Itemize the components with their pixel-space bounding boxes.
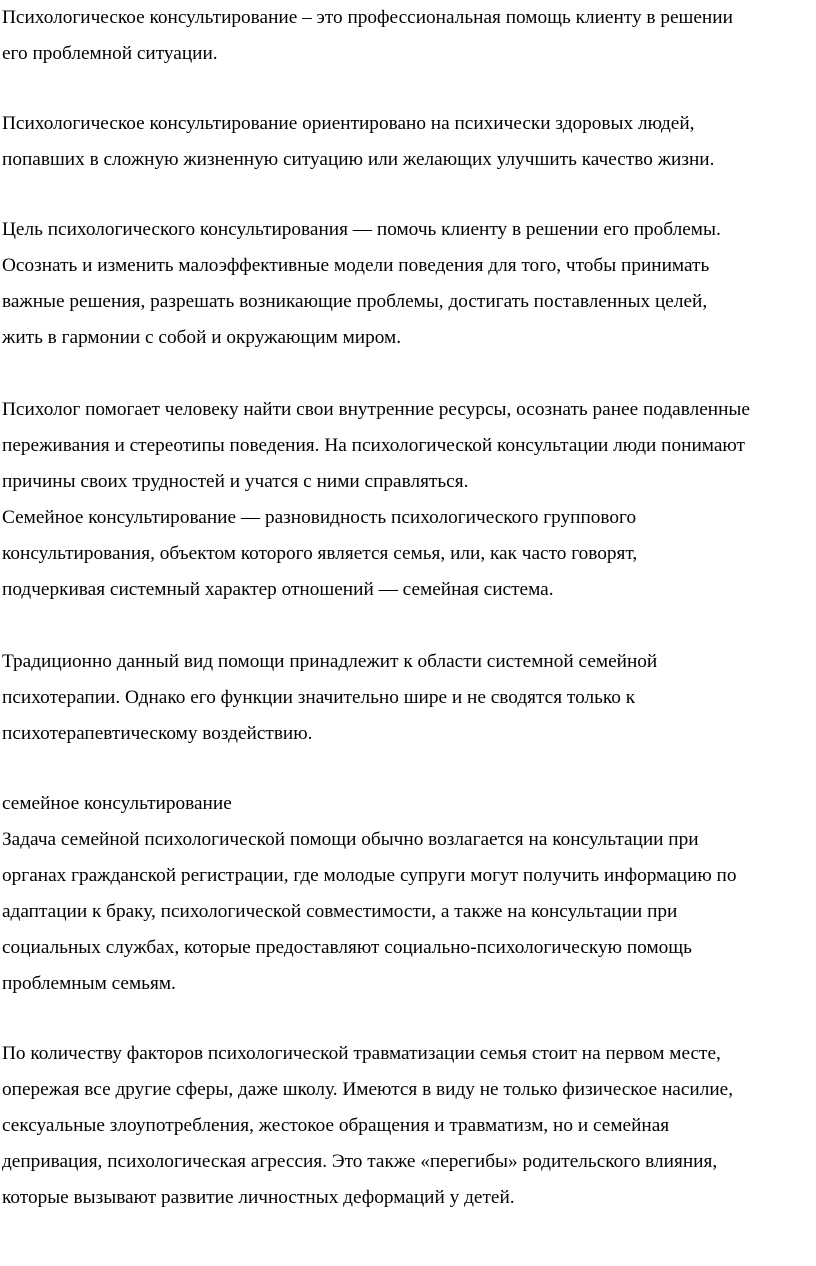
- text-line: проблемным семьям.: [2, 973, 176, 994]
- text-line: опережая все другие сферы, даже школу. Имеются в виду не только физическое насилие,: [2, 1079, 734, 1100]
- text-line: органах гражданской регистрации, где молодые супруги могут получить информацию по: [2, 865, 737, 886]
- text-line: сексуальные злоупотребления, жестокое обращения и травматизм, но и семейная: [2, 1115, 670, 1136]
- text-line: жить в гармонии с собой и окружающим миром.: [2, 327, 402, 348]
- text-line: социальных службах, которые предоставляют социально-психологическую помощь: [2, 937, 692, 958]
- text-line: Цель психологического консультирования — помочь клиенту в решении его проблемы.: [2, 219, 721, 240]
- text-line: его проблемной ситуации.: [2, 43, 218, 64]
- text-line: консультирования, объектом которого является семья, или, как часто говорят,: [2, 543, 638, 564]
- text-line: депривация, психологическая агрессия. Это также «перегибы» родительского влияния,: [2, 1151, 718, 1172]
- text-line: семейное консультирование: [2, 793, 232, 814]
- text-line: Психологическое консультирование – это профессиональная помощь клиенту в решении: [2, 7, 733, 28]
- text-line: адаптации к браку, психологической совместимости, а также на консультации при: [2, 901, 678, 922]
- text-line: переживания и стереотипы поведения. На психологической консультации люди понимают: [2, 435, 745, 456]
- text-line: причины своих трудностей и учатся с ними справляться.: [2, 471, 469, 492]
- text-line: психотерапии. Однако его функции значительно шире и не сводятся только к: [2, 687, 636, 708]
- text-line: Традиционно данный вид помощи принадлежит к области системной семейной: [2, 651, 658, 672]
- text-line: психотерапевтическому воздействию.: [2, 723, 313, 744]
- text-line: Семейное консультирование — разновидность психологического группового: [2, 507, 637, 528]
- text-line: Психологическое консультирование ориентировано на психически здоровых людей,: [2, 113, 695, 134]
- text-line: Психолог помогает человеку найти свои внутренние ресурсы, осознать ранее подавленные: [2, 399, 750, 420]
- text-line: Задача семейной психологической помощи обычно возлагается на консультации при: [2, 829, 699, 850]
- text-line: попавших в сложную жизненную ситуацию или желающих улучшить качество жизни.: [2, 149, 715, 170]
- text-line: которые вызывают развитие личностных деформаций у детей.: [2, 1187, 515, 1208]
- text-line: По количеству факторов психологической травматизации семья стоит на первом месте,: [2, 1043, 721, 1064]
- text-line: Осознать и изменить малоэффективные модели поведения для того, чтобы принимать: [2, 255, 710, 276]
- text-line: подчеркивая системный характер отношений — семейная система.: [2, 579, 554, 600]
- text-line: важные решения, разрешать возникающие проблемы, достигать поставленных целей,: [2, 291, 708, 312]
